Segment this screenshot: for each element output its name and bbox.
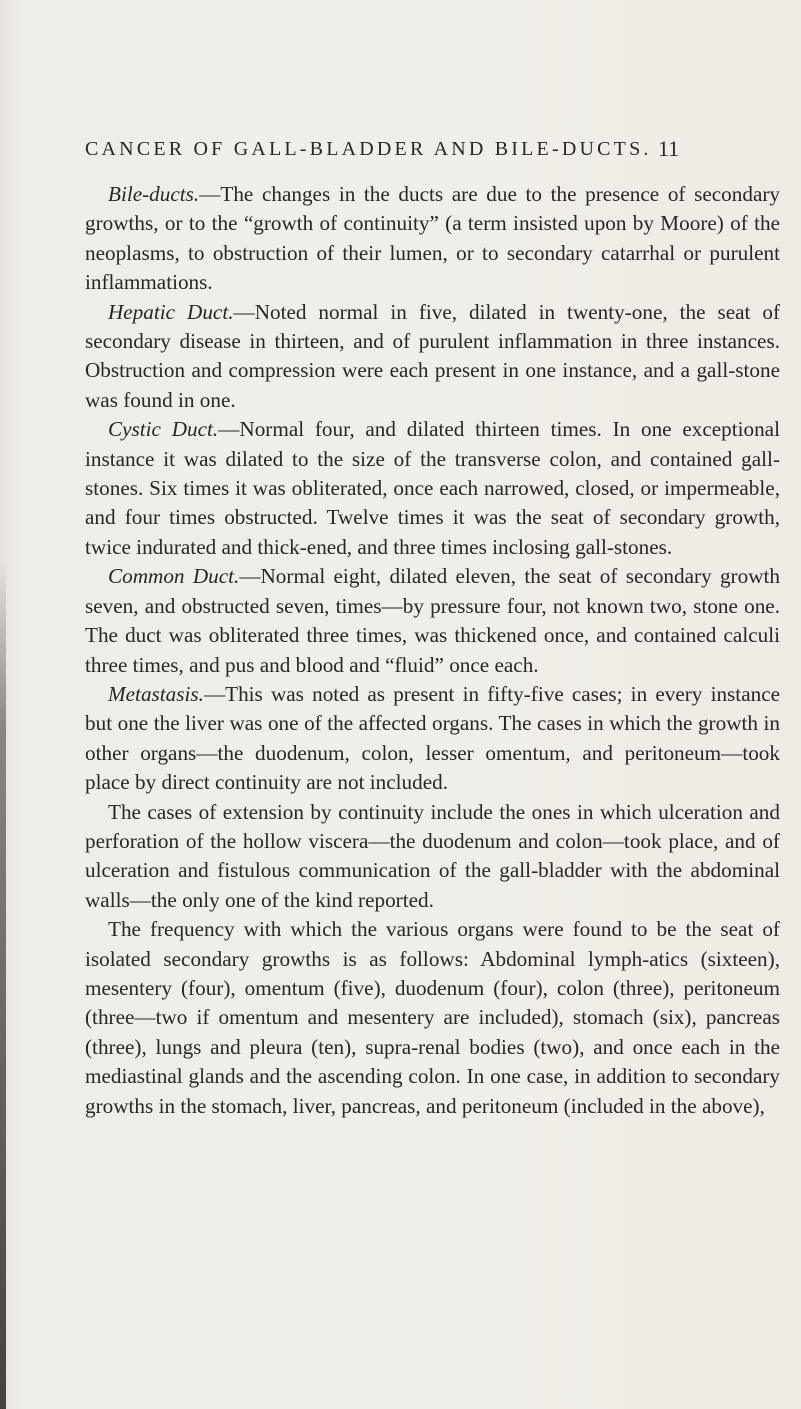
- running-title: CANCER OF GALL-BLADDER AND BILE-DUCTS.: [85, 138, 652, 160]
- paragraph-text: —This was noted as present in fifty-five cases; in every instance but one the liver was one of the affected organs. The cases in which the growth in other organs—the duodenum, colon, lesser omentum, and peritoneum—took place by direct continuity are not included.: [85, 681, 780, 795]
- paragraph-text: The cases of extension by continuity include the ones in which ulceration and perforation of the hollow viscera—the duodenum and colon—took place, and of ulceration and fistulous communication of the gall-bladder with the abdominal walls—the only one of the kind reported.: [85, 799, 780, 912]
- body-text: [85, 180, 780, 1121]
- paragraph-text: The frequency with which the various organs were found to be the seat of isolated secondary growths is as follows: Abdominal lymph-atics (sixteen), mesentery (four), omentum (five), duodenum (four), colon (three), peritoneum (three—two if omentum and mesentery are included), stomach (six), pancreas (three), lungs and pleura (ten), supra-renal bodies (two), and once each in the mediastinal glands and the ascending colon. In one case, in addition to secondary growths in the stomach, liver, pancreas, and peritoneum (included in the above),: [85, 917, 780, 1118]
- paragraph-lead: Bile-ducts.: [108, 182, 200, 206]
- paragraph-cystic-duct: [85, 415, 780, 562]
- paragraph-extension: [85, 798, 780, 916]
- paragraph-bile-ducts: [85, 180, 780, 298]
- paragraph-text: —Normal four, and dilated thirteen times. In one exceptional instance it was dilated to the size of the transverse colon, and contained gall-stones. Six times it was obliterated, once each narrowed, closed, or impermeable, and four times obstructed. Twelve times it was the seat of secondary growth, twice indurated and thick-ened, and three times inclosing gall-stones.: [85, 417, 780, 559]
- paragraph-hepatic-duct: [85, 298, 780, 416]
- paragraph-common-duct: [85, 562, 780, 680]
- paragraph-lead: Cystic Duct.: [108, 417, 219, 442]
- paragraph-lead: Common Duct.: [108, 564, 240, 589]
- page-number: 11: [658, 136, 680, 161]
- paragraph-text: —Normal eight, dilated eleven, the seat of secondary growth seven, and obstructed seven, times—by pressure four, not known two, stone one. The duct was obliterated three times, was thickened once, and contained calculi three times, and pus and blood and “fluid” once each.: [85, 564, 780, 677]
- paragraph-metastasis: [85, 680, 780, 798]
- paragraph-frequency: [85, 915, 780, 1121]
- paragraph-text: —The changes in the ducts are due to the presence of secondary growths, or to the “growth of continuity” (a term insisted upon by Moore) of the neoplasms, to obstruction of their lumen, or to secondary catarrhal or purulent inflammations.: [85, 182, 780, 295]
- paragraph-text: —Noted normal in five, dilated in twenty-one, the seat of secondary disease in thirteen, and of purulent inflammation in three instances. Obstruction and compression were each present in one instance, and a gall-stone was found in one.: [85, 299, 780, 412]
- paragraph-lead: Hepatic Duct.: [108, 299, 234, 324]
- page-binding-shadow: [0, 560, 6, 1409]
- paragraph-lead: Metastasis.: [108, 681, 204, 706]
